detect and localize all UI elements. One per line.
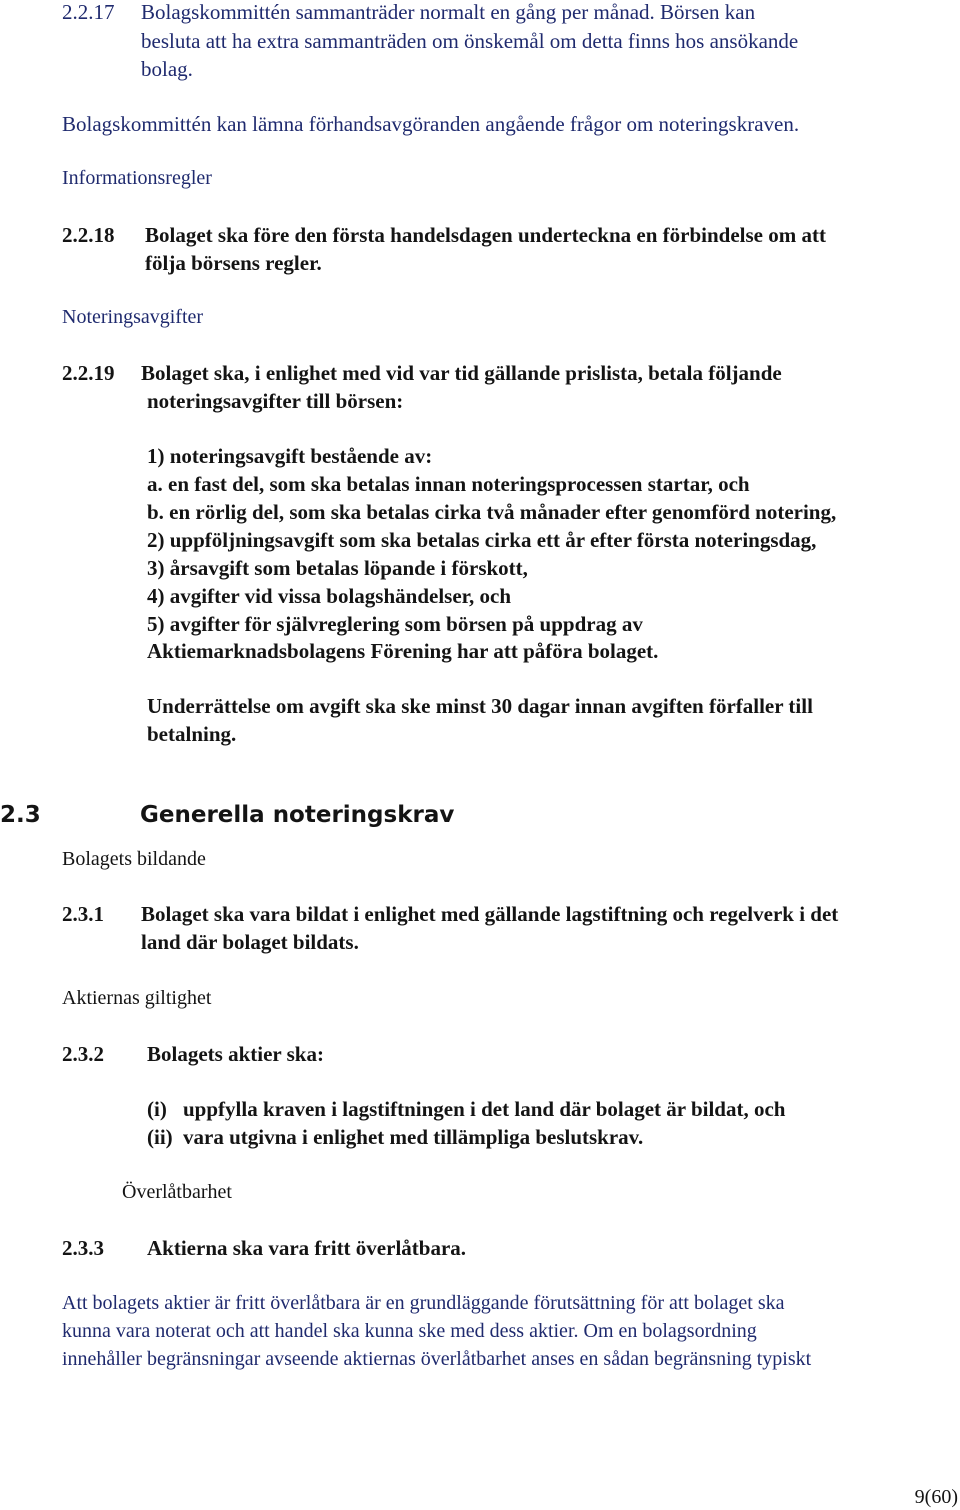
paragraph-line: Bolaget ska före den första handelsdagen underteckna en förbindelse om att: [145, 223, 826, 247]
list-item: 3) årsavgift som betalas löpande i förskott,: [147, 556, 528, 580]
list-item: 5) avgifter för självreglering som börsen på uppdrag av: [147, 612, 643, 636]
section-number-2-2-19: 2.2.19: [62, 361, 115, 385]
paragraph-line: innehåller begränsningar avseende aktiernas överlåtbarhet anses en sådan begränsning typiskt: [62, 1348, 812, 1370]
list-item: b. en rörlig del, som ska betalas cirka två månader efter genomförd notering,: [147, 500, 837, 524]
list-item: 1) noteringsavgift bestående av:: [147, 444, 433, 468]
paragraph-line: Bolagskommittén sammanträder normalt en gång per månad. Börsen kan: [141, 0, 756, 24]
paragraph-line: Bolagets aktier ska:: [147, 1042, 324, 1066]
subheading-informationsregler: Informationsregler: [62, 167, 212, 189]
subheading-overlatbarhet: Överlåtbarhet: [122, 1181, 232, 1203]
list-item: a. en fast del, som ska betalas innan noteringsprocessen startar, och: [147, 472, 750, 496]
section-number-2-3-1: 2.3.1: [62, 902, 104, 926]
section-number-2-3-2: 2.3.2: [62, 1042, 104, 1066]
section-number-2-3: 2.3: [0, 802, 41, 828]
paragraph-line: Bolaget ska, i enlighet med vid var tid gällande prislista, betala följande: [141, 361, 782, 385]
paragraph-line: Aktierna ska vara fritt överlåtbara.: [147, 1236, 467, 1260]
list-item: 2) uppföljningsavgift som ska betalas cirka ett år efter första noteringsdag,: [147, 528, 817, 552]
paragraph-line: Bolaget ska vara bildat i enlighet med gällande lagstiftning och regelverk i det: [141, 902, 839, 926]
subheading-bolagets-bildande: Bolagets bildande: [62, 848, 206, 870]
list-item: Aktiemarknadsbolagens Förening har att påföra bolaget.: [147, 639, 659, 663]
section-number-2-2-17: 2.2.17: [62, 0, 115, 24]
page-number: 9(60): [914, 1486, 958, 1508]
paragraph-line: bolag.: [141, 57, 193, 81]
paragraph-line: land där bolaget bildats.: [141, 930, 359, 954]
paragraph-line: besluta att ha extra sammanträden om önskemål om detta finns hos ansökande: [141, 29, 799, 53]
list-item-marker: (ii): [147, 1125, 173, 1149]
paragraph-line: Att bolagets aktier är fritt överlåtbara är en grundläggande förutsättning för att bolaget ska: [62, 1292, 785, 1314]
paragraph-line: betalning.: [147, 722, 237, 746]
subheading-noteringsavgifter: Noteringsavgifter: [62, 306, 204, 328]
paragraph-line: följa börsens regler.: [145, 251, 322, 275]
paragraph-line: Underrättelse om avgift ska ske minst 30 dagar innan avgiften förfaller till: [147, 694, 813, 718]
list-item: uppfylla kraven i lagstiftningen i det land där bolaget är bildat, och: [183, 1097, 786, 1121]
paragraph-line: noteringsavgifter till börsen:: [147, 389, 404, 413]
section-number-2-3-3: 2.3.3: [62, 1236, 104, 1260]
section-title: Generella noteringskrav: [140, 802, 455, 828]
paragraph-line: kunna vara noterat och att handel ska kunna ske med dess aktier. Om en bolagsordning: [62, 1320, 757, 1342]
section-number-2-2-18: 2.2.18: [62, 223, 115, 247]
list-item-marker: (i): [147, 1097, 167, 1121]
subheading-aktiernas-giltighet: Aktiernas giltighet: [62, 987, 212, 1009]
paragraph-note: Bolagskommittén kan lämna förhandsavgöranden angående frågor om noteringskraven.: [62, 112, 800, 136]
list-item: 4) avgifter vid vissa bolagshändelser, och: [147, 584, 512, 608]
list-item: vara utgivna i enlighet med tillämpliga beslutskrav.: [183, 1125, 644, 1149]
